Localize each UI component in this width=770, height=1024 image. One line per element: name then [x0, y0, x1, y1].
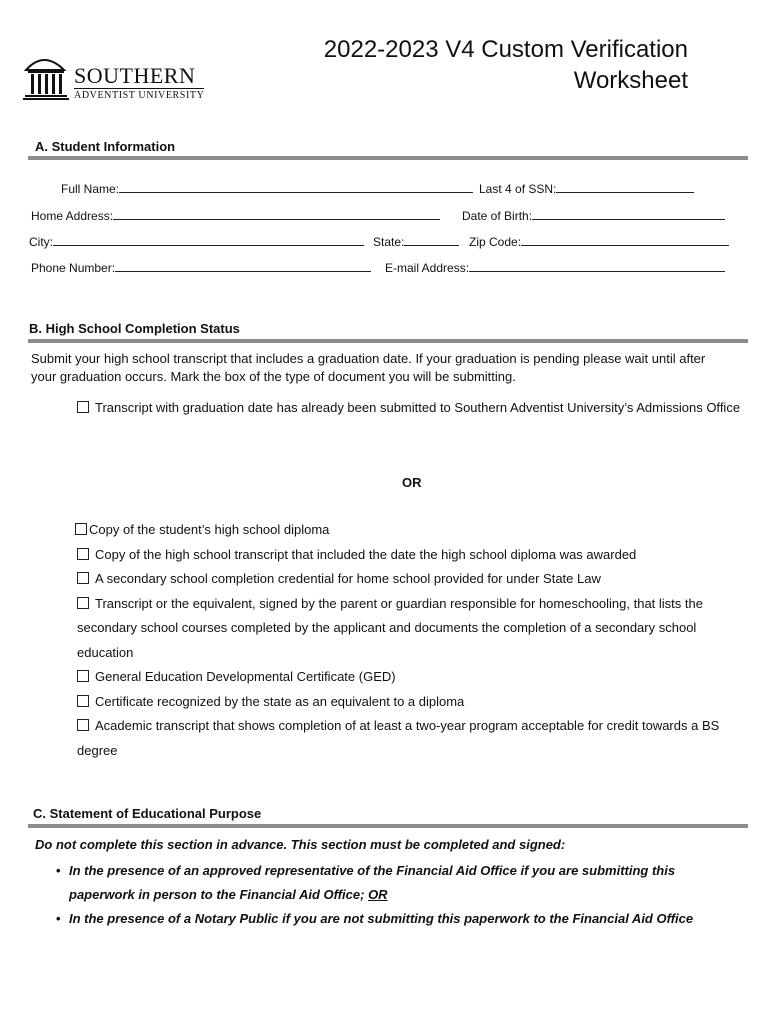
city-field[interactable]	[29, 233, 364, 249]
option-diploma[interactable]	[75, 518, 747, 543]
option-academic-transcript[interactable]	[75, 714, 747, 763]
city-line[interactable]	[53, 233, 364, 246]
dob-field[interactable]	[462, 207, 725, 223]
bullet-dot-icon: •	[56, 911, 61, 926]
email-line[interactable]	[469, 259, 725, 272]
section-b-intro: Submit your high school transcript that includes a graduation date. If your graduation is pending please wait until after your graduation occurs. Mark the box of the type of document you will be submitting.	[31, 351, 706, 384]
university-logo	[22, 50, 222, 102]
bullet-or: OR	[368, 887, 388, 902]
home-address-field[interactable]	[31, 207, 440, 223]
option-label: Certificate recognized by the state as an equivalent to a diploma	[95, 693, 465, 709]
email-field[interactable]	[385, 259, 725, 275]
state-field[interactable]	[373, 233, 459, 249]
section-c-divider	[28, 824, 748, 828]
section-b-divider	[28, 339, 748, 343]
full-name-field[interactable]	[61, 180, 473, 196]
bullet-dot-icon: •	[56, 863, 61, 878]
state-line[interactable]	[404, 233, 459, 246]
checkbox[interactable]	[77, 548, 89, 560]
dob-label: Date of Birth:	[462, 209, 533, 223]
section-a-heading: A. Student Information	[35, 139, 176, 154]
bullet-list	[56, 859, 736, 931]
phone-label: Phone Number:	[31, 261, 116, 275]
bullet-text: In the presence of an approved representative of the Financial Aid Office if you are submitting this paperwork in person to the Financial Aid Office;	[69, 863, 676, 902]
phone-line[interactable]	[115, 259, 371, 272]
checkbox[interactable]	[77, 719, 89, 731]
option-label: Transcript with graduation date has already been submitted to Southern Adventist University’s Admissions Office	[95, 400, 741, 415]
title-line-2: Worksheet	[573, 67, 688, 94]
section-c-instruction: Do not complete this section in advance. This section must be completed and signed:	[35, 837, 566, 852]
ssn-label: Last 4 of SSN:	[479, 182, 557, 196]
option-list	[75, 518, 747, 763]
option-transcript-submitted[interactable]	[77, 396, 749, 421]
logo-name: SOUTHERN	[74, 63, 196, 88]
zip-label: Zip Code:	[469, 235, 522, 249]
option-ged[interactable]	[75, 665, 747, 690]
option-label: Copy of the high school transcript that included the date the high school diploma was awarded	[95, 546, 637, 562]
section-a-divider	[28, 156, 748, 160]
option-home-school[interactable]	[75, 567, 747, 592]
checkbox[interactable]	[77, 695, 89, 707]
zip-line[interactable]	[521, 233, 729, 246]
email-label: E-mail Address:	[385, 261, 470, 275]
bullet-text: In the presence of a Notary Public if you are not submitting this paperwork to the Financial Aid Office	[69, 911, 694, 926]
option-transcript-date[interactable]	[75, 543, 747, 568]
home-address-line[interactable]	[113, 207, 440, 220]
section-c-heading: C. Statement of Educational Purpose	[33, 806, 262, 821]
section-b-heading: B. High School Completion Status	[29, 321, 240, 336]
dob-line[interactable]	[532, 207, 725, 220]
option-label: Transcript or the equivalent, signed by the parent or guardian responsible for homeschooling, that lists the secondary school courses completed by the applicant and documents the completion of a secondary school education	[77, 595, 703, 660]
checkbox[interactable]	[77, 670, 89, 682]
checkbox[interactable]	[77, 401, 89, 413]
ssn-field[interactable]	[479, 180, 694, 196]
city-label: City:	[29, 235, 53, 249]
checkbox[interactable]	[77, 597, 89, 609]
checkbox[interactable]	[77, 572, 89, 584]
option-label: A secondary school completion credential for home school provided for under State Law	[95, 571, 601, 586]
or-separator: OR	[402, 475, 422, 490]
logo-subtitle: ADVENTIST UNIVERSITY	[74, 90, 205, 101]
bullet-notary	[56, 907, 736, 931]
phone-field[interactable]	[31, 259, 371, 275]
home-address-label: Home Address:	[31, 209, 114, 223]
checkbox[interactable]	[75, 523, 87, 535]
option-label: Copy of the student’s high school diploma	[89, 522, 330, 537]
full-name-line[interactable]	[119, 180, 473, 193]
zip-field[interactable]	[469, 233, 729, 249]
page-title	[324, 34, 688, 96]
ssn-line[interactable]	[556, 180, 694, 193]
title-line-1: 2022-2023 V4 Custom Verification	[323, 36, 688, 63]
state-label: State:	[373, 235, 405, 249]
option-transcript-equivalent[interactable]	[75, 592, 747, 666]
full-name-label: Full Name:	[61, 182, 120, 196]
option-label: Academic transcript that shows completion of at least a two-year program acceptable for credit towards a BS degree	[77, 718, 720, 758]
option-label: General Education Developmental Certificate (GED)	[95, 669, 396, 684]
option-state-certificate[interactable]	[75, 690, 747, 715]
bullet-financial-aid	[56, 859, 736, 907]
